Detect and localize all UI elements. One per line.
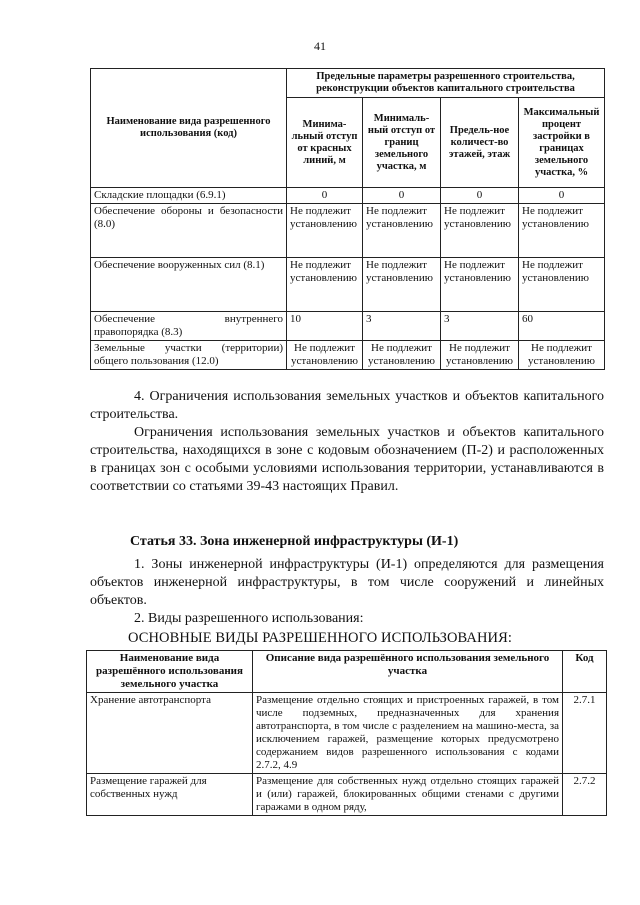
- table-row: [91, 312, 605, 341]
- parameters-table: [90, 68, 605, 370]
- table-row: [91, 204, 605, 258]
- uses-table: [86, 650, 607, 816]
- cell-value: Не подлежит установлению: [287, 204, 363, 258]
- cell-value: 0: [441, 188, 519, 204]
- section4-paragraph-2: Ограничения использования земельных участков и объектов капитального строительства, находящихся в зоне с кодовым обозначением (П-2) и расположенных в границах зон с особыми условиями использования территории, устанавливаются в соответствии со статьями 39-43 настоящих Правил.: [90, 425, 604, 494]
- table-row: [91, 258, 605, 312]
- header-parameters-group: Предельные параметры разрешенного строительства, реконструкции объектов капитального строительства: [287, 69, 605, 98]
- row-description: Размещение для собственных нужд отдельно стоящих гаражей и (или) гаражей, блокированных общими стенами с другими гаражами в одном ряду,: [253, 774, 563, 816]
- header-description: Описание вида разрешённого использования земельного участка: [253, 651, 563, 693]
- header-min-red-line: Минима-льный отступ от красных линий, м: [287, 98, 363, 188]
- cell-value: 3: [441, 312, 519, 341]
- article-paragraph-2: 2. Виды разрешенного использования:: [134, 611, 364, 626]
- cell-value: Не подлежит установлению: [441, 341, 519, 370]
- uses-caption: ОСНОВНЫЕ ВИДЫ РАЗРЕШЕННОГО ИСПОЛЬЗОВАНИЯ:: [127, 630, 513, 646]
- cell-value: Не подлежит установлению: [519, 204, 605, 258]
- cell-value: Не подлежит установлению: [287, 341, 363, 370]
- cell-value: 10: [287, 312, 363, 341]
- row-name: Обеспечение вооруженных сил (8.1): [91, 258, 287, 312]
- row-name: Земельные участки (территории) общего пользования (12.0): [91, 341, 287, 370]
- cell-value: Не подлежит установлению: [441, 258, 519, 312]
- cell-value: 0: [519, 188, 605, 204]
- article-paragraph-1: 1. Зоны инженерной инфраструктуры (И-1) определяются для размещения объектов инженерной инфраструктуры, в том числе сооружений и линейных объектов.: [90, 557, 604, 608]
- header-max-coverage: Максимальный процент застройки в границах земельного участка, %: [519, 98, 605, 188]
- row-name: Обеспечение обороны и безопасности (8.0): [91, 204, 287, 258]
- cell-value: 0: [363, 188, 441, 204]
- cell-value: Не подлежит установлению: [363, 258, 441, 312]
- article-title: Статья 33. Зона инженерной инфраструктуры (И-1): [130, 534, 459, 549]
- cell-value: 60: [519, 312, 605, 341]
- header-use-name: Наименование вида разрешенного использования (код): [91, 69, 287, 188]
- cell-value: Не подлежит установлению: [363, 341, 441, 370]
- cell-value: Не подлежит установлению: [441, 204, 519, 258]
- section4-paragraph-1: 4. Ограничения использования земельных участков и объектов капитального строительства.: [90, 389, 604, 422]
- header-min-boundary: Минималь-ный отступ от границ земельного участка, м: [363, 98, 441, 188]
- row-name: Обеспечение внутреннего правопорядка (8.3): [91, 312, 287, 341]
- table-row: [87, 693, 607, 774]
- page-number: 41: [314, 39, 326, 53]
- table-row: [87, 774, 607, 816]
- row-code: 2.7.2: [563, 774, 607, 816]
- cell-value: Не подлежит установлению: [519, 341, 605, 370]
- header-code: Код: [563, 651, 607, 693]
- row-name: Хранение автотранспорта: [87, 693, 253, 774]
- row-description: Размещение отдельно стоящих и пристроенных гаражей, в том числе подземных, предназначенных для хранения автотранспорта, в том числе с разделением на машино-места, за исключением гаражей, размещение которых предусмотрено содержанием видов разрешенного использования с кодами 2.7.2, 4.9: [253, 693, 563, 774]
- cell-value: 3: [363, 312, 441, 341]
- row-name: Размещение гаражей для собственных нужд: [87, 774, 253, 816]
- table-header-row: [91, 69, 605, 98]
- row-name: Складские площадки (6.9.1): [91, 188, 287, 204]
- header-use-name: Наименование вида разрешённого использования земельного участка: [87, 651, 253, 693]
- cell-value: Не подлежит установлению: [363, 204, 441, 258]
- cell-value: Не подлежит установлению: [287, 258, 363, 312]
- table-header-row: [87, 651, 607, 693]
- row-code: 2.7.1: [563, 693, 607, 774]
- cell-value: Не подлежит установлению: [519, 258, 605, 312]
- table-row: [91, 188, 605, 204]
- table-row: [91, 341, 605, 370]
- header-max-floors: Предель-ное количест-во этажей, этаж: [441, 98, 519, 188]
- cell-value: 0: [287, 188, 363, 204]
